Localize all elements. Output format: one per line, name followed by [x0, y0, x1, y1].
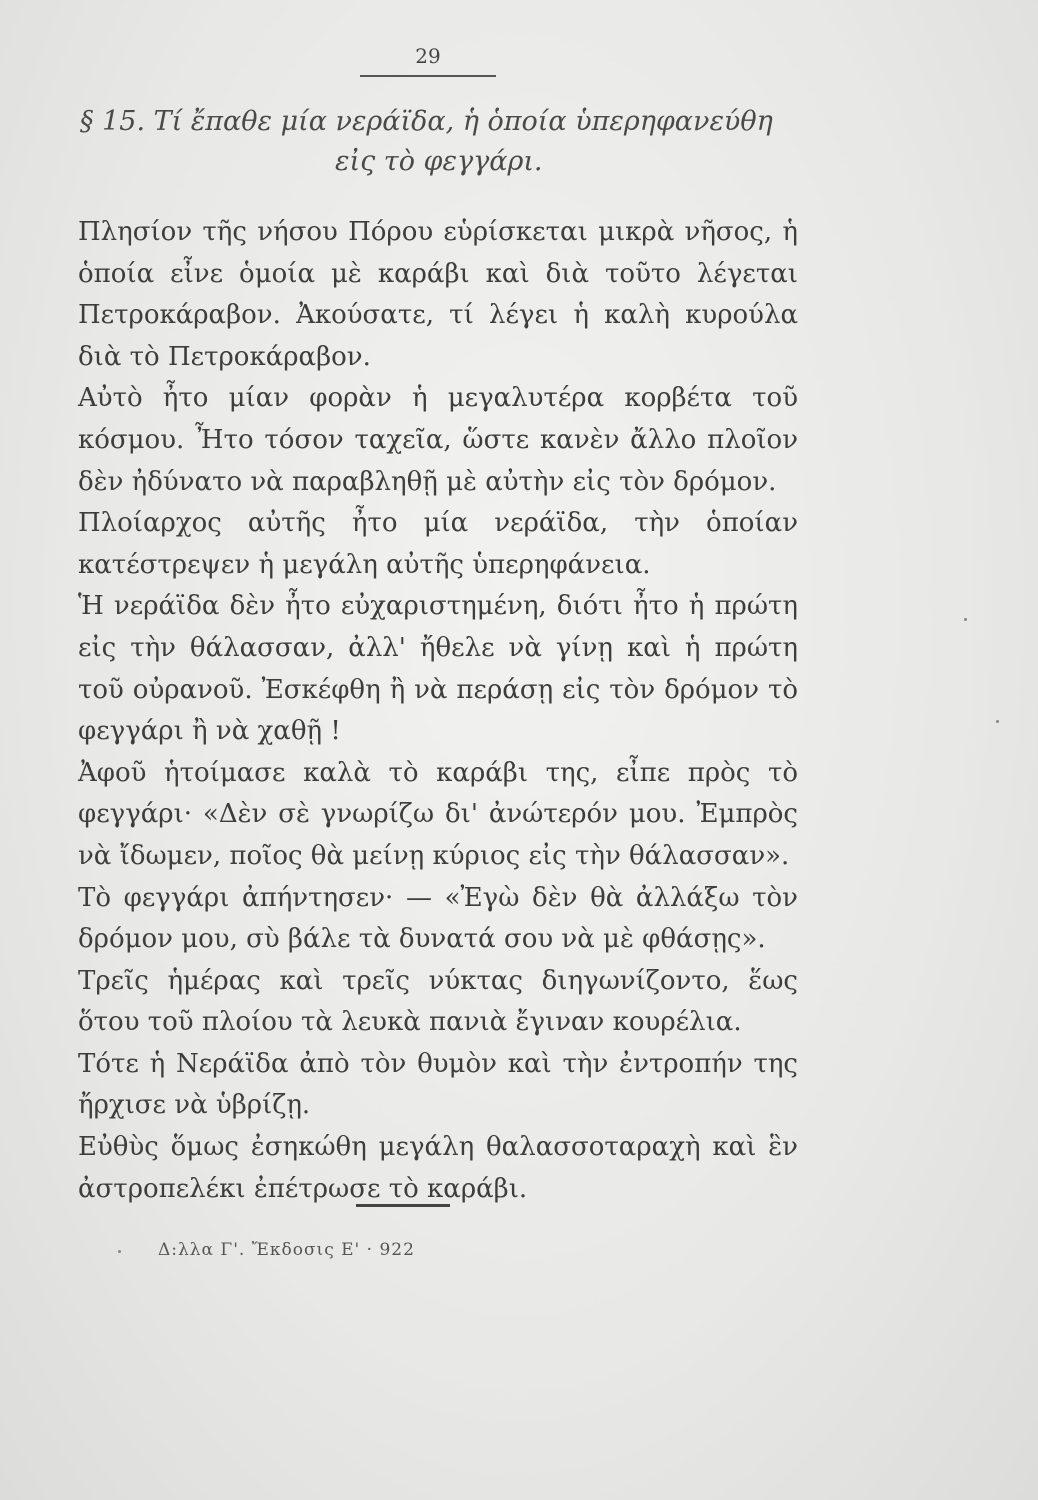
paragraph-6: Τὸ φεγγάρι ἀπήντησεν· — «Ἐγὼ δὲν θὰ ἀλλάξω τὸν δρόμον μου, σὺ βάλε τὰ δυνατά σου νὰ μὲ φθάσῃς».	[78, 882, 798, 955]
paragraph-4: Ἡ νεράϊδα δὲν ἦτο εὐχαριστημένη, διότι ἦτο ἡ πρώτη εἰς τὴν θάλασσαν, ἀλλ' ἤθελε νὰ γίνῃ καὶ ἡ πρώτη τοῦ οὐρανοῦ. Ἐσκέφθη ἢ νὰ περάσῃ εἰς τὸν δρόμον τὸ φεγγάρι ἢ νὰ χαθῇ !	[78, 591, 798, 747]
section-heading-line-2: εἰς τὸ φεγγάρι.	[335, 146, 543, 177]
paragraph-5: Ἀφοῦ ἡτοίμασε καλὰ τὸ καράβι της, εἶπε πρὸς τὸ φεγγάρι· «Δὲν σὲ γνωρίζω δι' ἀνώτερόν μου. Ἐμπρὸς νὰ ἴδωμεν, ποῖος θὰ μείνῃ κύριος εἰς τὴν θάλασσαν».	[78, 757, 798, 871]
paper-speck	[118, 1250, 121, 1253]
end-of-section-rule	[356, 1204, 450, 1207]
paragraph-9: Εὐθὺς ὅμως ἐσηκώθη μεγάλη θαλασσοταραχὴ καὶ ἓν ἀστροπελέκι ἐπέτρωσε τὸ καράβι.	[78, 1132, 798, 1204]
page-number: 29	[415, 44, 441, 68]
paragraph-2: Αὐτὸ ἦτο μίαν φορὰν ἡ μεγαλυτέρα κορβέτα τοῦ κόσμου. Ἦτο τόσον ταχεῖα, ὥστε κανὲν ἄλλο πλοῖον δὲν ἠδύνατο νὰ παραβληθῇ μὲ αὐτὴν εἰς τὸν δρόμον.	[78, 383, 798, 497]
page-number-rule	[360, 75, 496, 77]
paragraph-7: Τρεῖς ἡμέρας καὶ τρεῖς νύκτας διηγωνίζοντο, ἕως ὅτου τοῦ πλοίου τὰ λευκὰ πανιὰ ἔγιναν κουρέλια.	[78, 965, 798, 1038]
section-heading	[80, 102, 840, 182]
section-heading-line-1: § 15. Τί ἔπαθε μία νεράϊδα, ἡ ὁποία ὑπερηφανεύθη	[80, 106, 773, 137]
printer-signature: Δ:λλα Γ'. Ἔκδοσις Ε' · 922	[158, 1240, 415, 1260]
paper-speck	[996, 720, 999, 723]
paragraph-1: Πλησίον τῆς νήσου Πόρου εὑρίσκεται μικρὰ νῆσος, ἡ ὁποία εἶνε ὁμοία μὲ καράβι καὶ διὰ τοῦτο λέγεται Πετροκάραβον. Ἀκούσατε, τί λέγει ἡ καλὴ κυρούλα διὰ τὸ Πετροκάραβον.	[78, 217, 798, 372]
story-text	[78, 212, 798, 1210]
paragraph-3: Πλοίαρχος αὐτῆς ἦτο μία νεράϊδα, τὴν ὁποίαν κατέστρεψεν ἡ μεγάλη αὐτῆς ὑπερηφάνεια.	[78, 508, 798, 580]
paper-speck	[964, 618, 967, 621]
paragraph-8: Τότε ἡ Νεράϊδα ἀπὸ τὸν θυμὸν καὶ τὴν ἐντροπήν της ἤρχισε νὰ ὑβρίζῃ.	[78, 1048, 798, 1121]
